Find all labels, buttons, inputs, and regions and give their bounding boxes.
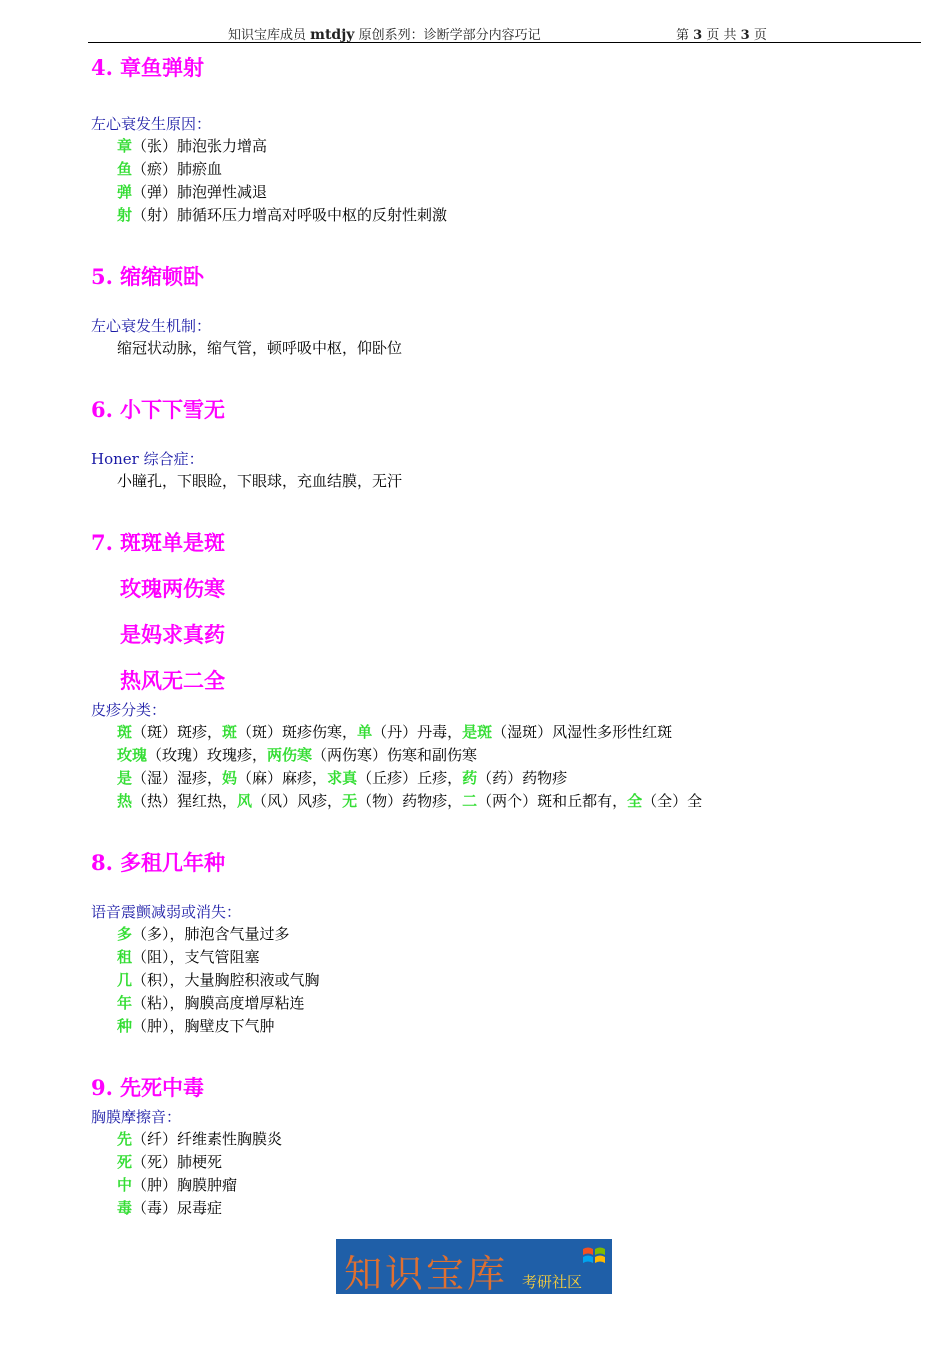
section-7-heading-line-3: 是妈求真药	[120, 622, 225, 647]
site-logo	[336, 1239, 612, 1294]
section-8-line: 几（积），大量胸腔积液或气胸	[117, 971, 320, 989]
header-title: 知识宝库成员 mtdjy 原创系列：诊断学部分内容巧记	[228, 27, 541, 43]
section-6-line: 小瞳孔，下眼睑，下眼球，充血结膜，无汗	[117, 472, 403, 490]
section-4-heading-wrap	[91, 52, 931, 86]
section-4-subtitle: 左心衰发生原因：	[91, 115, 212, 133]
section-4-line: 射（射）肺循环压力增高对呼吸中枢的反射性刺激	[117, 206, 448, 224]
section-9-line: 毒（毒）尿毒症	[117, 1199, 223, 1217]
section-6-heading: 6. 小下下雪无	[91, 397, 225, 422]
section-8-subtitle: 语音震颤减弱或消失：	[91, 903, 242, 921]
section-8-heading: 8. 多租几年种	[91, 850, 225, 875]
section-5-line: 缩冠状动脉，缩气管，顿呼吸中枢，仰卧位	[117, 339, 403, 357]
section-9-line: 死（死）肺梗死	[117, 1153, 223, 1171]
section-5-heading: 5. 缩缩顿卧	[91, 264, 204, 289]
section-9-heading: 9. 先死中毒	[91, 1075, 204, 1100]
section-5-subtitle: 左心衰发生机制：	[91, 317, 212, 335]
section-9-subtitle: 胸膜摩擦音：	[91, 1108, 182, 1126]
section-7-heading-line-2: 玫瑰两伤寒	[120, 576, 225, 601]
section-8-line: 种（肿），胸壁皮下气肿	[117, 1017, 275, 1035]
document-body	[91, 52, 931, 1220]
section-4-line: 章（张）肺泡张力增高	[117, 137, 268, 155]
section-9-line: 中（肿）胸膜肿瘤	[117, 1176, 238, 1194]
section-7-line: 是（湿）湿疹，妈（麻）麻疹，求真（丘疹）丘疹，药（药）药物疹	[117, 769, 568, 787]
logo-text: 知识宝库	[344, 1252, 509, 1294]
section-4-heading: 4. 章鱼弹射	[91, 55, 204, 80]
section-7-line: 热（热）猩红热，风（风）风疹，无（物）药物疹，二（两个）斑和丘都有，全（全）全	[117, 792, 703, 810]
section-7-heading-line-4: 热风无二全	[120, 668, 225, 693]
page-number: 第 3 页 共 3 页	[676, 28, 767, 43]
section-7-line: 玫瑰（玫瑰）玫瑰疹，两伤寒（两伤寒）伤寒和副伤寒	[117, 746, 478, 764]
section-4-line: 弹（弹）肺泡弹性减退	[117, 183, 268, 201]
section-8-line: 多（多），肺泡含气量过多	[117, 925, 290, 943]
section-6-subtitle: Honer 综合症：	[91, 450, 204, 468]
page-header	[88, 22, 921, 43]
section-9-line: 先（纤）纤维素性胸膜炎	[117, 1130, 283, 1148]
logo-subtext: 考研社区	[522, 1273, 583, 1291]
section-8-line: 租（阻），支气管阻塞	[117, 948, 260, 966]
section-7-line: 斑（斑）斑疹，斑（斑）斑疹伤寒，单（丹）丹毒，是斑（湿斑）风湿性多形性红斑	[117, 723, 673, 741]
section-8-line: 年（粘），胸膜高度增厚粘连	[117, 994, 305, 1012]
section-4-line: 鱼（瘀）肺瘀血	[117, 160, 223, 178]
windows-flag-icon	[581, 1243, 607, 1269]
section-7-subtitle: 皮疹分类：	[91, 701, 167, 719]
section-7-heading: 7. 斑斑单是斑	[91, 530, 225, 555]
